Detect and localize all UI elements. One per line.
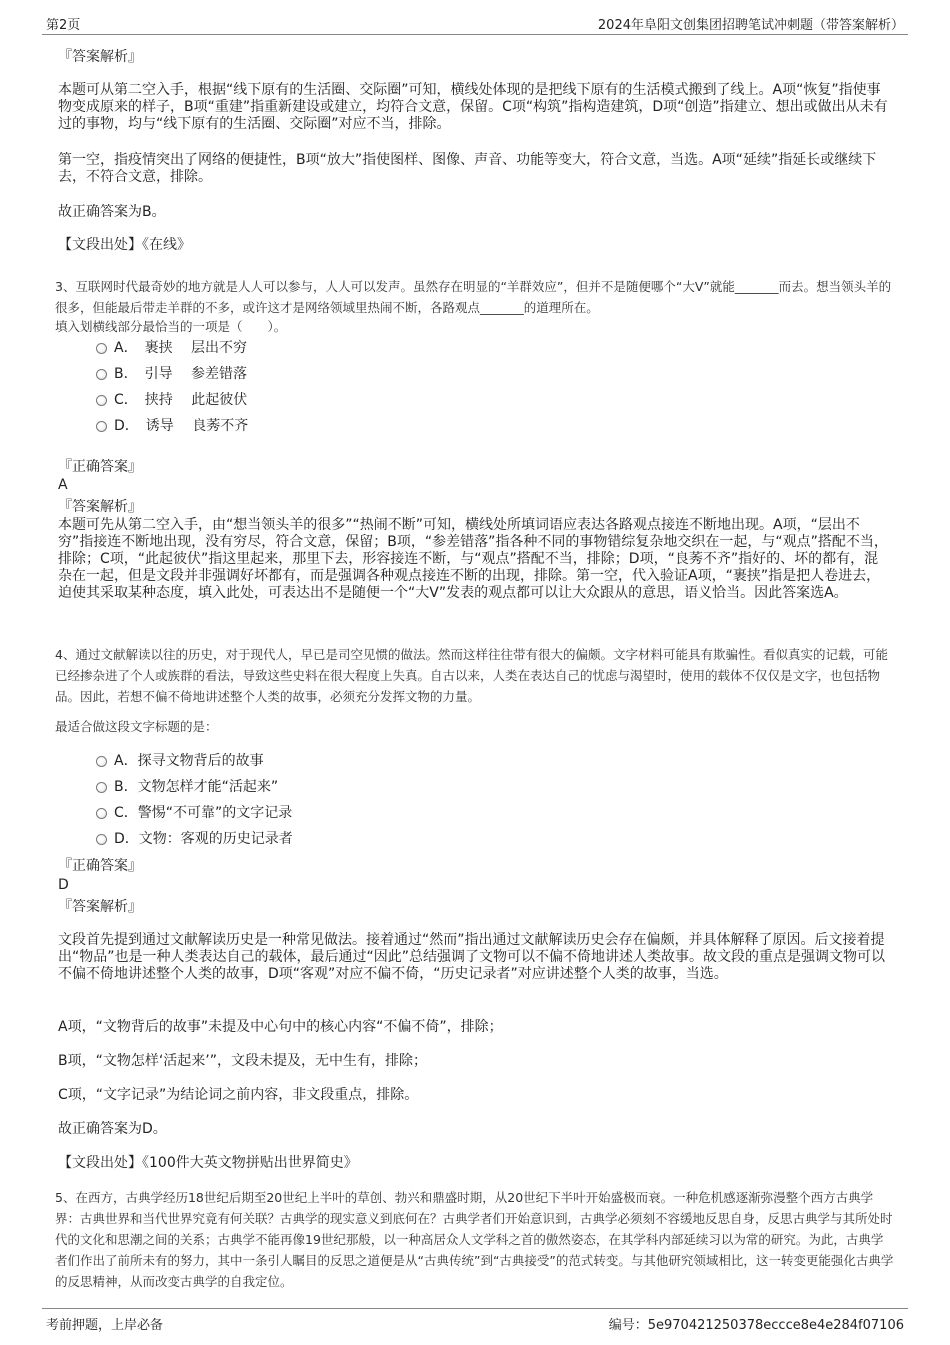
option-label: C． 挟持 此起彼伏: [114, 392, 248, 408]
footer-slogan: 考前押题，上岸必备: [46, 1318, 164, 1333]
answer-line: 故正确答案为D。: [58, 1121, 167, 1137]
analysis-label: 『答案解析』: [58, 499, 142, 515]
analysis-point-a: A项，“文物背后的故事”未提及中心句中的核心内容“不偏不倚”，排除；: [58, 1019, 503, 1035]
radio-button-icon[interactable]: [96, 421, 107, 432]
radio-button-icon[interactable]: [96, 756, 107, 767]
option-label: D．文物：客观的历史记录者: [114, 831, 293, 847]
document-title: 2024年阜阳文创集团招聘笔试冲刺题（带答案解析）: [597, 18, 904, 33]
radio-button-icon[interactable]: [96, 834, 107, 845]
question-4-analysis: 文段首先提到通过文献解读历史是一种常见做法。接着通过“然而”指出通过文献解读历史会存在偏颇，并具体解释了原因。后文接着提出“物品”也是一种人类表达自己的载体，最后通过“因此”总结强调了文物可以不偏不倚地讲述人类故事。故文段的重点是强调文物可以不偏不倚地讲述整个人类的故事，D项“客观”对应不偏不倚，“历史记录者”对应讲述整个人类的故事，当选。: [58, 932, 886, 982]
question-3-option-b[interactable]: [96, 364, 247, 384]
answer-line: 故正确答案为B。: [58, 204, 166, 220]
question-4-option-b[interactable]: [96, 777, 278, 797]
question-3-analysis: 本题可先从第二空入手，由“想当领头羊的很多”“热闹不断”可知，横线处所填词语应表达各路观点接连不断地出现。A项，“层出不穷”指接连不断地出现，没有穷尽，符合文意，保留；B项，“参差错落”指各种不同的事物错综复杂地交织在一起，与“观点”搭配不当，排除；C项，“此起彼伏”指这里起来，那里下去，形容接连不断，与“观点”搭配不当，排除；D项，“良莠不齐”指好的、坏的都有，混杂在一起，但是文段并非强调好坏都有，而是强调各种观点接连不断的出现，排除。第一空，代入验证A项，“裹挟”指是把人卷进去，迫使其采取某种态度，填入此处，可表达出不是随便一个“大V”发表的观点都可以让大众跟从的意思，语义恰当。因此答案选A。: [58, 517, 888, 601]
page-number: 第2页: [46, 18, 81, 33]
document-id: 编号：5e970421250378eccce8e4e284f07106: [608, 1318, 904, 1333]
question-4-option-d[interactable]: [96, 829, 293, 849]
question-3-text: 3、互联网时代最奇妙的地方就是人人可以参与，人人可以发声。虽然存在明显的“羊群效应”，但并不是随便哪个“大V”就能_______而去。想当领头羊的很多，但能最后带走羊群的不多，或许这才是网络领域里热闹不断，各路观点_______的道理所在。: [55, 279, 892, 315]
question-3-option-d[interactable]: [96, 416, 248, 436]
page-footer: [42, 1308, 908, 1333]
radio-button-icon[interactable]: [96, 808, 107, 819]
analysis-paragraph: 本题可从第二空入手，根据“线下原有的生活圈、交际圈”可知，横线处体现的是把线下原有的生活模式搬到了线上。A项“恢复”指使事物变成原来的样子，B项“重建”指重新建设或建立，均符合文意，保留。C项“构筑”指构造建筑，D项“创造”指建立、想出或做出从未有过的事物，均与“线下原有的生活圈、交际圈”对应不当，排除。: [58, 82, 888, 132]
question-3-option-c[interactable]: [96, 390, 247, 410]
analysis-point-b: B项，“文物怎样‘活起来’”，文段未提及，无中生有，排除；: [58, 1053, 428, 1069]
correct-answer-label: 『正确答案』: [58, 459, 142, 475]
question-4-prompt: 最适合做这段文字标题的是：: [55, 719, 218, 734]
radio-button-icon[interactable]: [96, 343, 107, 354]
question-5-text: 5、在西方，古典学经历18世纪后期至20世纪上半叶的草创、勃兴和鼎盛时期，从20世纪下半叶开始盛极而衰。一种危机感逐渐弥漫整个西方古典学界：古典世界和当代世界究竟有何关联？古典学的现实意义到底何在？古典学者们开始意识到，古典学必须刻不容缓地反思自身，反思古典学与其所处时代的文化和思潮之间的关系；古典学不能再像19世纪那般，以一种高居众人文学科之首的傲然姿态，在其学科内部延续习以为常的研究。为此，古典学者们作出了前所未有的努力，其中一条引人瞩目的反思之道便是从“古典传统”到“古典接受”的范式转变。与其他研究领域相比，这一转变更能强化古典学的反思精神，从而改变古典学的自我定位。: [55, 1190, 894, 1289]
question-3-option-a[interactable]: [96, 338, 247, 358]
option-label: A．探寻文物背后的故事: [114, 753, 264, 769]
option-label: B．文物怎样才能“活起来”: [114, 779, 279, 795]
radio-button-icon[interactable]: [96, 369, 107, 380]
question-4-option-c[interactable]: [96, 803, 292, 823]
analysis-paragraph: 第一空，指疫情突出了网络的便捷性，B项“放大”指使图样、图像、声音、功能等变大，符合文意，当选。A项“延续”指延长或继续下去，不符合文意，排除。: [58, 152, 877, 185]
question-4-text: 4、通过文献解读以往的历史，对于现代人，早已是司空见惯的做法。然而这样往往带有很大的偏颇。文字材料可能具有欺骗性。看似真实的记载，可能已经掺杂进了个人或族群的看法，导致这些史料在很大程度上失真。自古以来，人类在表达自己的忧虑与渴望时，使用的载体不仅仅是文字，也包括物品。因此，若想不偏不倚地讲述整个人类的故事，必须充分发挥文物的力量。: [55, 647, 888, 704]
radio-button-icon[interactable]: [96, 395, 107, 406]
analysis-label: 『答案解析』: [58, 49, 142, 65]
source-line: 【文段出处】《100件大英文物拼贴出世界简史》: [58, 1155, 358, 1171]
question-4-option-a[interactable]: [96, 751, 264, 771]
correct-answer-value: A: [58, 477, 68, 493]
source-line: 【文段出处】《在线》: [58, 237, 191, 253]
correct-answer-label: 『正确答案』: [58, 858, 142, 874]
question-3-prompt: 填入划横线部分最恰当的一项是（ ）。: [55, 319, 287, 334]
option-label: A． 裹挟 层出不穷: [114, 340, 248, 356]
option-label: D． 诱导 良莠不齐: [114, 418, 249, 434]
radio-button-icon[interactable]: [96, 782, 107, 793]
option-label: B． 引导 参差错落: [114, 366, 248, 382]
correct-answer-value: D: [58, 877, 69, 893]
option-label: C．警惕“不可靠”的文字记录: [114, 805, 293, 821]
page-header: [42, 12, 908, 35]
analysis-point-c: C项，“文字记录”为结论词之前内容，非文段重点，排除。: [58, 1087, 419, 1103]
analysis-label: 『答案解析』: [58, 899, 142, 915]
